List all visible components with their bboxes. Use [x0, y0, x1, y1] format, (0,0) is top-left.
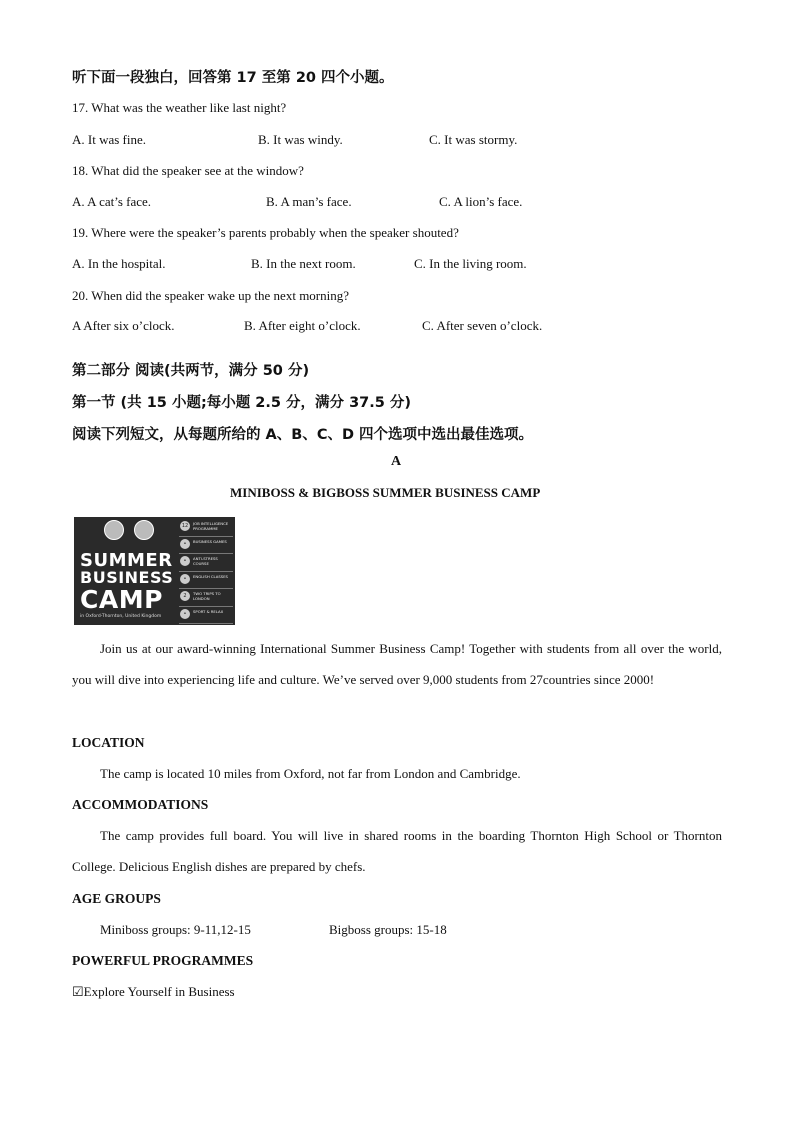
- option-20-a: A After six o’clock.: [72, 318, 175, 333]
- banner-line-business: BUSINESS: [80, 568, 174, 587]
- passage-letter: A: [391, 454, 402, 469]
- option-17-b: B. It was windy.: [258, 132, 343, 147]
- age-groups-heading: AGE GROUPS: [72, 891, 161, 906]
- feature-text: ENGLISH CLASSES: [193, 573, 228, 579]
- reading-instruction: 阅读下列短文，从每题所给的 A、B、C、D 四个选项中选出最佳选项。: [72, 427, 534, 443]
- banner-line-summer: SUMMER: [80, 550, 173, 571]
- question-20: 20. When did the speaker wake up the next morning?: [72, 288, 350, 303]
- miniboss-groups: Miniboss groups: 9-11,12-15: [100, 922, 251, 937]
- option-17-c: C. It was stormy.: [429, 132, 518, 147]
- option-19-c: C. In the living room.: [414, 256, 527, 271]
- banner-feature-list: [179, 519, 233, 624]
- option-17-a: A. It was fine.: [72, 132, 147, 147]
- banner-feature: [179, 607, 233, 625]
- programmes-heading: POWERFUL PROGRAMMES: [72, 953, 254, 968]
- programme-item: ☑Explore Yourself in Business: [72, 984, 235, 999]
- question-19: 19. Where were the speaker’s parents probably when the speaker shouted?: [72, 225, 459, 240]
- feature-text: SPORT & RELAX: [193, 608, 224, 614]
- banner-feature: [179, 554, 233, 572]
- option-18-b: B. A man’s face.: [266, 194, 352, 209]
- listening-instruction: 听下面一段独白，回答第 17 至第 20 四个小题。: [72, 70, 394, 86]
- feature-text: TWO TRIPS TO LONDON: [193, 591, 221, 601]
- passage-title: MINIBOSS & BIGBOSS SUMMER BUSINESS CAMP: [230, 485, 541, 500]
- bigboss-groups: Bigboss groups: 15-18: [329, 922, 447, 937]
- feature-badge: •: [180, 556, 190, 566]
- miniboss-logo-icon: [104, 520, 124, 540]
- banner-line-camp: CAMP: [80, 585, 163, 614]
- feature-badge: •: [180, 609, 190, 619]
- reading-section-title: 第一节 (共 15 小题;每小题 2.5 分，满分 37.5 分): [72, 395, 412, 411]
- question-17: 17. What was the weather like last night?: [72, 100, 287, 115]
- location-heading: LOCATION: [72, 735, 145, 750]
- option-18-c: C. A lion’s face.: [439, 194, 523, 209]
- feature-badge: •: [180, 539, 190, 549]
- option-19-a: A. In the hospital.: [72, 256, 166, 271]
- reading-part-title: 第二部分 阅读(共两节，满分 50 分): [72, 363, 310, 379]
- camp-banner-image: [74, 517, 235, 625]
- option-19-b: B. In the next room.: [251, 256, 356, 271]
- banner-caption: in Oxford-Thornton, United Kingdom: [80, 614, 162, 619]
- banner-feature: [179, 589, 233, 607]
- banner-feature: [179, 572, 233, 590]
- accommodations-heading: ACCOMMODATIONS: [72, 797, 209, 812]
- option-20-c: C. After seven o’clock.: [422, 318, 543, 333]
- feature-badge: 12: [181, 523, 189, 529]
- intro-paragraph: Join us at our award-winning International Summer Business Camp! Together with students from all over the world, you will dive into experiencing life and culture. We’ve served over 9,000 students from 27countries since 2000!: [72, 641, 722, 687]
- feature-badge: •: [180, 574, 190, 584]
- feature-text: BUSINESS GAMES: [193, 538, 227, 544]
- question-18: 18. What did the speaker see at the window?: [72, 163, 304, 178]
- option-20-b: B. After eight o’clock.: [244, 318, 361, 333]
- banner-feature: [179, 519, 233, 537]
- feature-text: JOB INTELLIGENCE PROGRAMME: [193, 521, 229, 531]
- feature-text: ANTI-STRESS COURSE: [193, 556, 218, 566]
- option-18-a: A. A cat’s face.: [72, 194, 152, 209]
- accommodations-text: The camp provides full board. You will live in shared rooms in the boarding Thornton High School or Thornton College. Delicious English dishes are prepared by chefs.: [72, 828, 722, 874]
- location-text: The camp is located 10 miles from Oxford, not far from London and Cambridge.: [100, 766, 521, 781]
- banner-feature: [179, 537, 233, 555]
- bigboss-logo-icon: [134, 520, 154, 540]
- feature-badge: 2: [180, 591, 190, 601]
